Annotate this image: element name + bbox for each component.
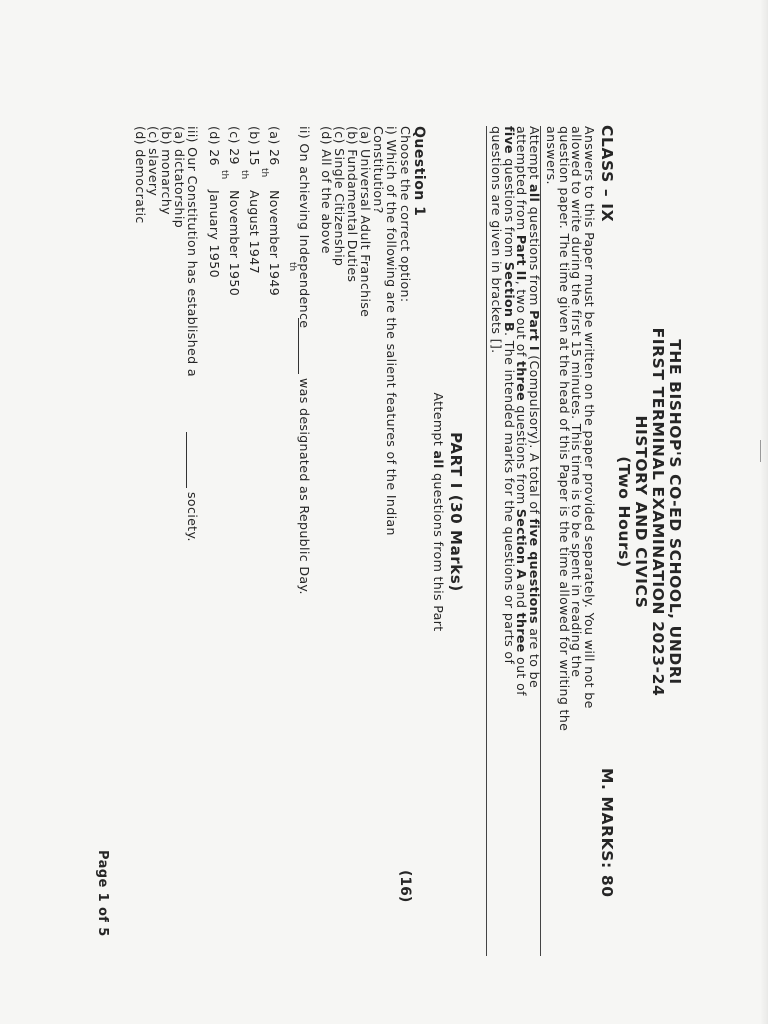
page-number: Page 1 of 5 [95, 850, 110, 937]
subquestion-ii: ii) On achieving Independence [297, 126, 312, 329]
instruction-line: five questions from Section B. The intended marks for the questions or parts of [502, 126, 517, 665]
blank-line [298, 318, 299, 374]
option-text: November 1950 [227, 190, 242, 297]
question-marks: (16) [397, 870, 413, 903]
option: (d) democratic [133, 126, 148, 224]
option: (a) Universal Adult Franchise [358, 126, 373, 318]
instruction-line: questions are given in brackets []. [489, 126, 505, 354]
class-label: CLASS – IX [598, 125, 616, 223]
exam-title: FIRST TERMINAL EXAMINATION 2023-24 [649, 327, 667, 697]
subquestion-i-cont: Constitution? [371, 126, 386, 214]
instruction-line: question paper. The time given at the head of this Paper is the time allowed for writing the [557, 126, 572, 732]
subquestion-iii-cont: society. [185, 492, 200, 542]
subquestion-ii-cont: was designated as Republic Day. [297, 378, 312, 595]
instructions-parts [490, 126, 540, 906]
school-title: THE BISHOP'S CO-ED SCHOOL, UNDRI [666, 339, 684, 685]
option: (d) 26 [207, 126, 222, 166]
instructions-general [545, 126, 595, 886]
option: (a) dictatorship [172, 126, 187, 229]
superscript: th [287, 262, 297, 272]
max-marks: M. MARKS: 80 [598, 768, 616, 898]
option: (b) 15 [247, 126, 262, 166]
scan-edge-shadow [760, 0, 768, 1024]
subquestion-i: i) Which of the following are the salient features of the Indian [384, 126, 399, 536]
part-instruction: Attempt all questions from this Part [431, 392, 446, 632]
superscript: th [259, 168, 269, 178]
subquestion-iii: iii) Our Constitution has established a [185, 126, 200, 377]
option: (c) 29 [227, 126, 242, 165]
superscript: th [219, 170, 229, 180]
option-text: August 1947 [247, 190, 262, 274]
option-text: January 1950 [207, 190, 222, 278]
instruction-line: allowed to write during the first 15 minutes. This time is to be spent in reading the [569, 126, 585, 678]
duration: (Two Hours) [615, 456, 633, 568]
question-instruction: Choose the correct option: [398, 126, 413, 303]
option: (c) slavery [146, 126, 161, 197]
scan-mark [760, 440, 761, 462]
option: (b) Fundamental Duties [345, 126, 360, 283]
superscript: th [239, 170, 249, 180]
divider [486, 126, 487, 956]
question-heading: Question 1 [411, 126, 427, 217]
option: (c) Single Citizenship [332, 126, 347, 267]
part-title: PART I (30 Marks) [447, 432, 465, 592]
option: (d) All of the above [319, 126, 334, 254]
instruction-line: Attempt all questions from Part I (Compulsory). A total of five questions are to be [527, 126, 542, 689]
instruction-line: Answers to this Paper must be written on the paper provided separately. You will not be [582, 126, 597, 709]
subject-title: HISTORY AND CIVICS [632, 415, 650, 609]
option: (b) monarchy [159, 126, 174, 215]
instruction-line: answers. [544, 126, 560, 185]
instruction-line: attempted from Part II, two out of three questions from Section A and three out of [514, 126, 530, 696]
blank-line [186, 432, 187, 488]
option-text: November 1949 [267, 190, 282, 297]
option: (a) 26 [267, 126, 282, 166]
